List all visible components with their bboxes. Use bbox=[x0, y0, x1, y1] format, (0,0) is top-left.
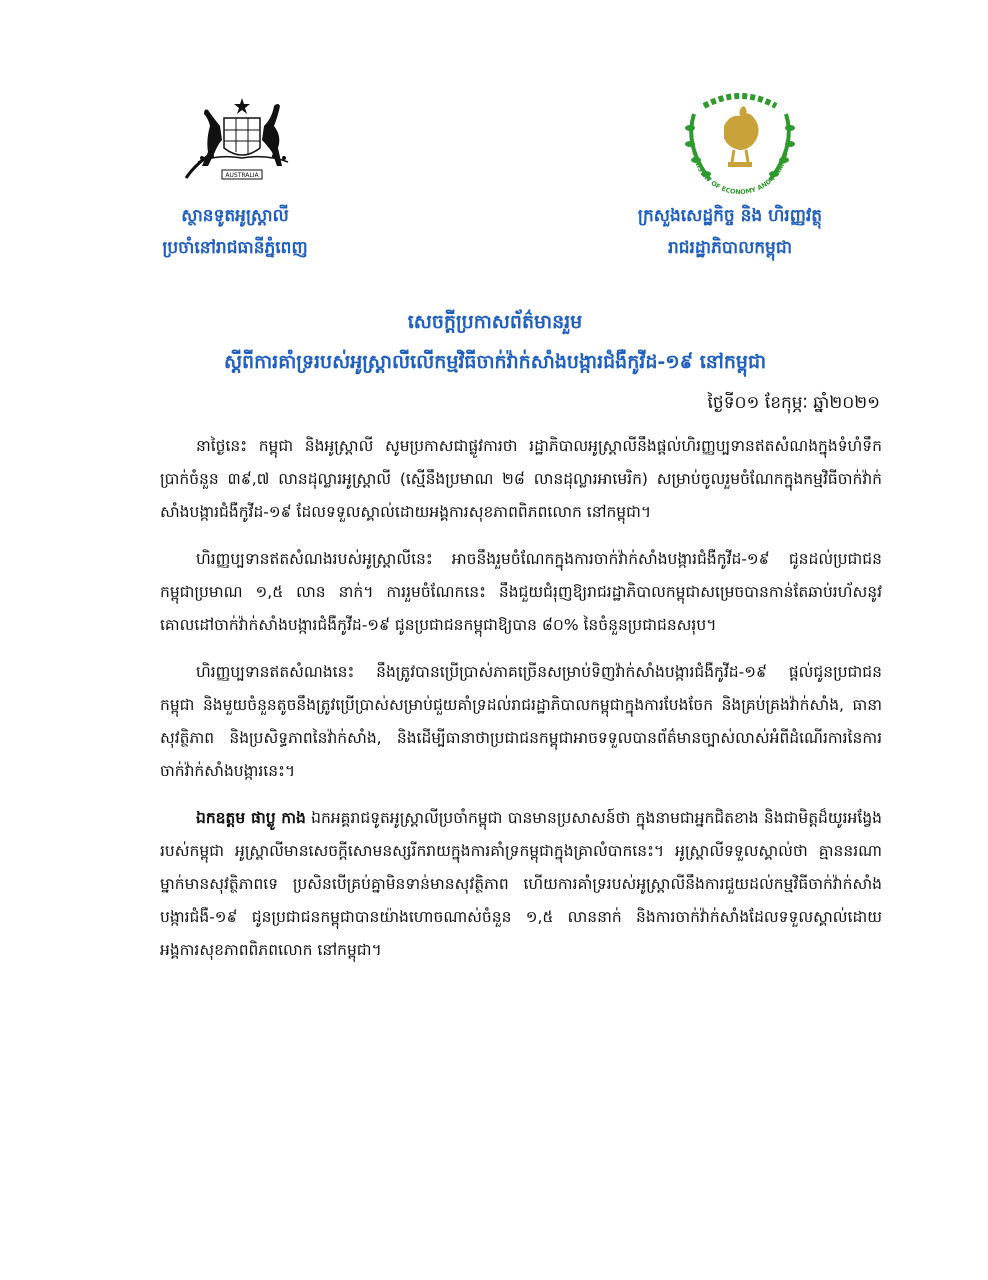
paragraph-4-text: ឯកអគ្គរាជទូតអូស្ត្រាលីប្រចាំកម្ពុជា បានមានប្រសាសន៍ថា ក្នុងនាមជាអ្នកជិតខាង និងជាមិត្តដ៏យូរអង្វែងរបស់កម្ពុជា អូស្ត្រាលីមានសេចក្តីសោមនស្សរីករាយក្នុងការគាំទ្រកម្ពុជាក្នុងគ្រាលំបាកនេះ។ អូស្ត្រាលីទទួលស្គាល់ថា គ្មាននរណាម្នាក់មានសុវត្ថិភាពទេ ប្រសិនបើគ្រប់គ្នាមិនទាន់មានសុវត្ថិភាព ហើយការគាំទ្ររបស់អូស្ត្រាលីនឹងការជួយដល់កម្មវិធីចាក់វ៉ាក់សាំងបង្ការជំងឺ-១៩ ជូនប្រជាជនកម្ពុជាបានយ៉ាងហោចណាស់ចំនួន ១,៥ លាននាក់ និងការចាក់វ៉ាក់សាំងដែលទទួលស្គាល់ដោយអង្គការសុខភាពពិភពលោក នៅកម្ពុជា។ bbox=[160, 809, 882, 959]
ministry-seal-icon bbox=[670, 84, 810, 200]
svg-text:MINISTRY OF ECONOMY AND FINANC bbox=[690, 152, 789, 197]
australia-coat-of-arms-icon bbox=[178, 96, 306, 192]
ministry-line-2: រាជរដ្ឋាភិបាលកម្ពុជា bbox=[667, 238, 793, 258]
paragraph-1: នាថ្ងៃនេះ កម្ពុជា និងអូស្ត្រាលី សូមប្រកាសជាផ្លូវការថា រដ្ឋាភិបាលអូស្ត្រាលីនឹងផ្តល់ហិរញ្ញប្បទានឥតសំណងក្នុងទំហំទឹកប្រាក់ចំនួន ៣៩,៧ លានដុល្លារអូស្ត្រាលី (ស្មើនឹងប្រមាណ ២៨ លានដុល្លារអាមេរិក) សម្រាប់ចូលរួមចំណែកក្នុងកម្មវិធីចាក់វ៉ាក់សាំងបង្ការជំងឺកូវីដ-១៩ ដែលទទួលស្គាល់ដោយអង្គការសុខភាពពិភពលោក នៅកម្ពុជា។ bbox=[160, 437, 882, 521]
document-title bbox=[110, 302, 880, 382]
document-date: ថ្ងៃទី០១ ខែកុម្ភៈ ឆ្នាំ២០២១ bbox=[707, 393, 880, 413]
paragraph-4 bbox=[160, 802, 882, 967]
ministry-line-1: ក្រសួងសេដ្ឋកិច្ច និង ហិរញ្ញវត្ថុ bbox=[637, 206, 823, 226]
embassy-name bbox=[130, 200, 340, 264]
seal-english-text: MINISTRY OF ECONOMY AND FINANCE bbox=[690, 151, 790, 197]
embassy-line-1: ស្ថានទូតអូស្ត្រាលី bbox=[181, 206, 289, 226]
paragraph-2: ហិរញ្ញប្បទានឥតសំណងរបស់អូស្ត្រាលីនេះ អាចនឹងរួមចំណែកក្នុងការចាក់វ៉ាក់សាំងបង្ការជំងឺកូវីដ-១៩ ជូនដល់ប្រជាជនកម្ពុជាប្រមាណ ១,៥ លាន នាក់។ ការរួមចំណែកនេះ នឹងជួយជំរុញឱ្យរាជរដ្ឋាភិបាលកម្ពុជាសម្រេចបានកាន់តែឆាប់រហ័សនូវគោលដៅចាក់វ៉ាក់សាំងបង្ការជំងឺកូវីដ-១៩ ជូនប្រជាជនកម្ពុជាឱ្យបាន ៨០% នៃចំនួនប្រជាជនសរុប។ bbox=[160, 550, 882, 634]
emblem-scroll-text: AUSTRALIA bbox=[225, 172, 259, 179]
title-line-1: សេចក្តីប្រកាសព័ត៌មានរួម bbox=[407, 311, 583, 333]
title-line-2: ស្តីពីការគាំទ្ររបស់អូស្ត្រាលីលើកម្មវិធីចាក់វ៉ាក់សាំងបង្ការជំងឺកូវីដ-១៩ នៅកម្ពុជា bbox=[223, 351, 767, 373]
ambassador-name: ឯកឧត្តម ផាប្លូ កាង bbox=[196, 809, 306, 827]
paragraph-3: ហិរញ្ញប្បទានឥតសំណងនេះ នឹងត្រូវបានប្រើប្រាស់ភាគច្រើនសម្រាប់ទិញវ៉ាក់សាំងបង្ការជំងឺកូវីដ-១៩ ផ្តល់ជូនប្រជាជនកម្ពុជា និងមួយចំនួនតូចនឹងត្រូវប្រើប្រាស់សម្រាប់ជួយគាំទ្រដល់រាជរដ្ឋាភិបាលកម្ពុជាក្នុងការបែងចែក និងគ្រប់គ្រងវ៉ាក់សាំង, ធានាសុវត្ថិភាព និងប្រសិទ្ធភាពនៃវ៉ាក់សាំង, និងដើម្បីធានាថាប្រជាជនកម្ពុជាអាចទទួលបានព័ត៌មានច្បាស់លាស់អំពីដំណើរការនៃការចាក់វ៉ាក់សាំងបង្ការនេះ។ bbox=[160, 663, 882, 780]
embassy-line-2: ប្រចាំនៅរាជធានីភ្នំពេញ bbox=[162, 238, 308, 258]
document-body bbox=[160, 430, 882, 981]
ministry-name bbox=[600, 200, 860, 264]
